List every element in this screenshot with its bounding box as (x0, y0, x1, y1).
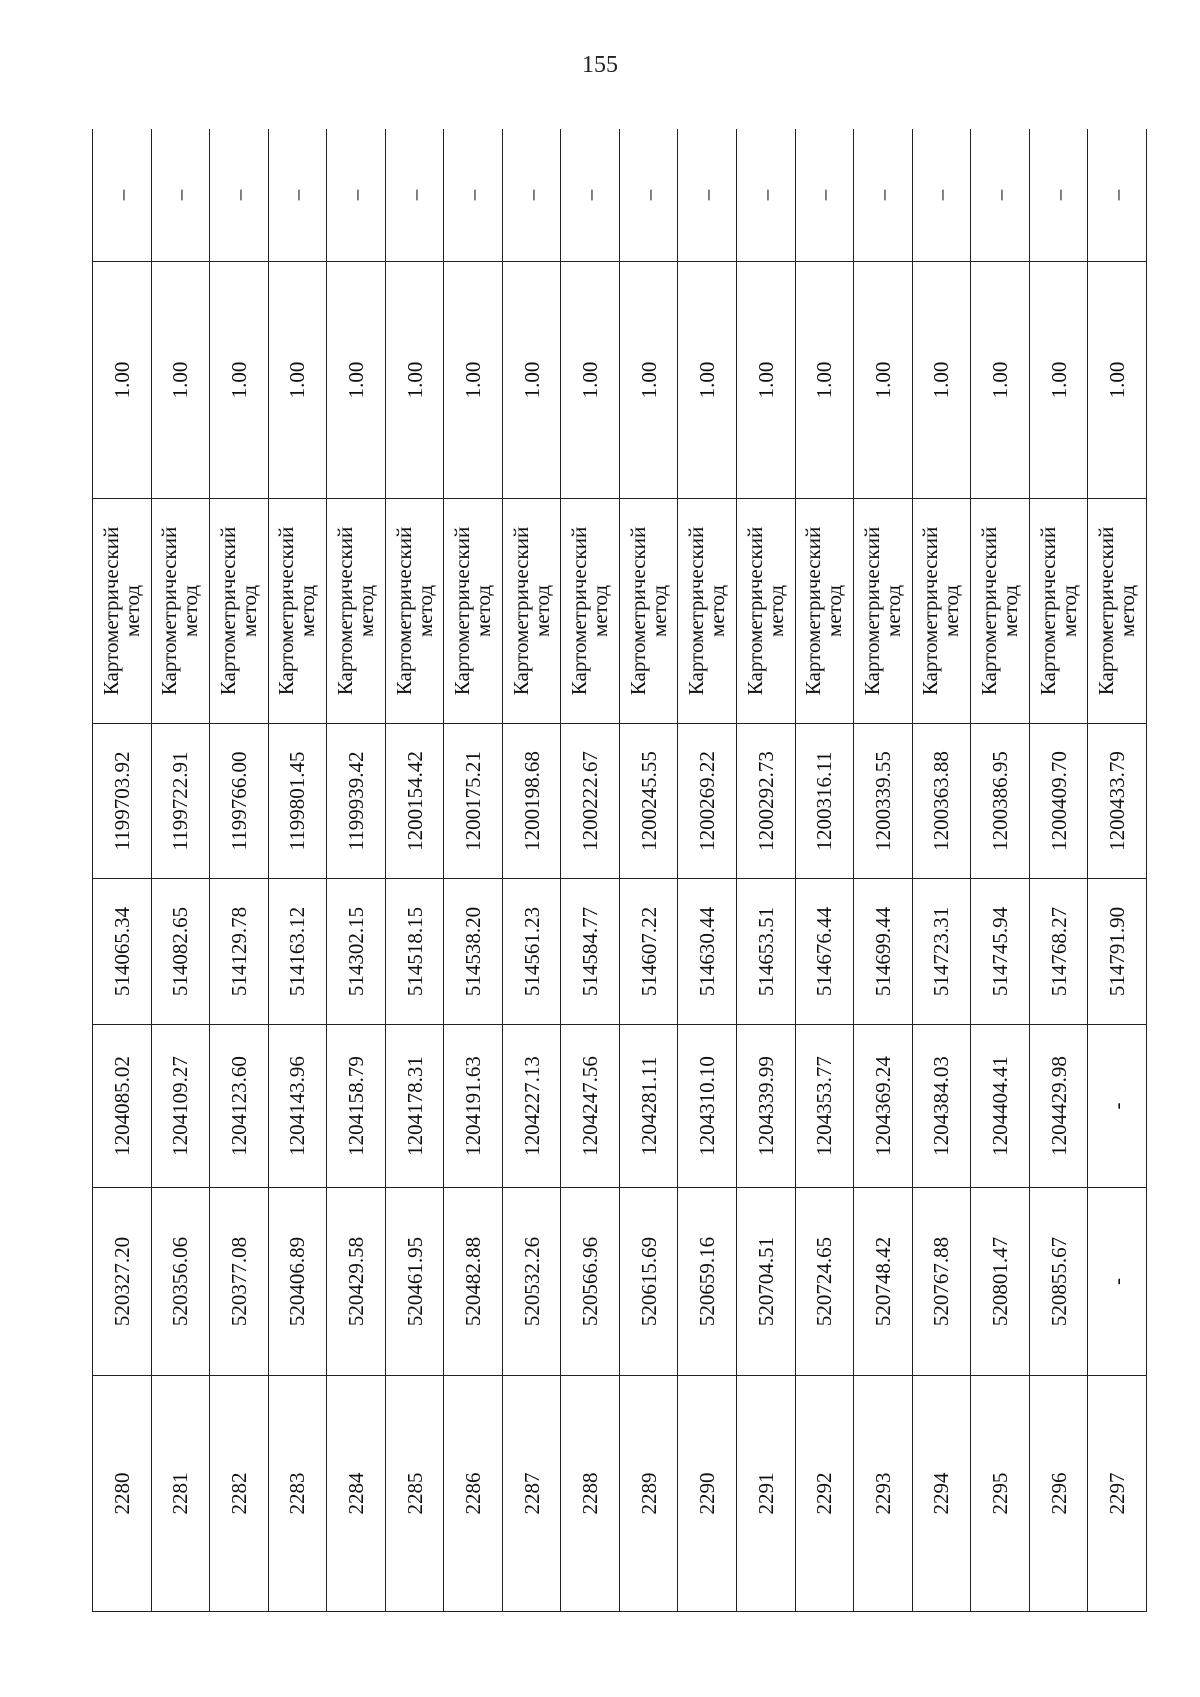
new-y-cell: 1200222.67 (561, 724, 620, 879)
new-y-cell: 1199703.92 (93, 724, 152, 879)
table-row (854, 129, 913, 1612)
page-number: 155 (582, 52, 618, 78)
existing-x-cell: 520327.20 (93, 1188, 152, 1376)
table-row (502, 129, 561, 1612)
description-cell: – (854, 129, 913, 262)
table-body (93, 129, 1147, 1612)
new-y-cell: 1200433.79 (1088, 724, 1147, 879)
existing-y-cell: 1204339.99 (737, 1025, 796, 1188)
accuracy-cell: 1.00 (795, 262, 854, 499)
point-number-cell: 2284 (327, 1376, 386, 1612)
point-number-cell: 2280 (93, 1376, 152, 1612)
description-cell: – (210, 129, 269, 262)
new-x-cell: 514163.12 (268, 879, 327, 1025)
new-x-cell: 514723.31 (912, 879, 971, 1025)
new-x-cell: 514607.22 (619, 879, 678, 1025)
existing-y-cell: 1204310.10 (678, 1025, 737, 1188)
existing-y-cell: 1204178.31 (385, 1025, 444, 1188)
existing-x-cell: 520704.51 (737, 1188, 796, 1376)
existing-x-cell: 520461.95 (385, 1188, 444, 1376)
point-number-cell: 2288 (561, 1376, 620, 1612)
table-row (385, 129, 444, 1612)
accuracy-cell: 1.00 (737, 262, 796, 499)
description-cell: – (151, 129, 210, 262)
point-number-cell: 2285 (385, 1376, 444, 1612)
new-x-cell: 514538.20 (444, 879, 503, 1025)
existing-y-cell: 1204353.77 (795, 1025, 854, 1188)
description-cell: – (385, 129, 444, 262)
coordinates-table-container (92, 129, 1147, 1612)
new-y-cell: 1200363.88 (912, 724, 971, 879)
accuracy-cell: 1.00 (268, 262, 327, 499)
new-x-cell: 514561.23 (502, 879, 561, 1025)
description-cell: – (795, 129, 854, 262)
description-cell: – (1029, 129, 1088, 262)
existing-x-cell: 520767.88 (912, 1188, 971, 1376)
accuracy-cell: 1.00 (1088, 262, 1147, 499)
method-cell: Картометрический метод (385, 499, 444, 724)
description-cell: – (1088, 129, 1147, 262)
point-number-cell: 2292 (795, 1376, 854, 1612)
accuracy-cell: 1.00 (385, 262, 444, 499)
method-cell: Картометрический метод (444, 499, 503, 724)
accuracy-cell: 1.00 (93, 262, 152, 499)
existing-x-cell: 520532.26 (502, 1188, 561, 1376)
method-cell: Картометрический метод (678, 499, 737, 724)
accuracy-cell: 1.00 (444, 262, 503, 499)
description-cell: – (327, 129, 386, 262)
existing-y-cell: 1204404.41 (971, 1025, 1030, 1188)
method-cell: Картометрический метод (151, 499, 210, 724)
method-cell: Картометрический метод (854, 499, 913, 724)
existing-x-cell: 520429.58 (327, 1188, 386, 1376)
description-cell: – (502, 129, 561, 262)
existing-x-cell: 520566.96 (561, 1188, 620, 1376)
existing-x-cell: 520377.08 (210, 1188, 269, 1376)
point-number-cell: 2290 (678, 1376, 737, 1612)
existing-x-cell: 520406.89 (268, 1188, 327, 1376)
existing-x-cell: 520659.16 (678, 1188, 737, 1376)
description-cell: – (971, 129, 1030, 262)
point-number-cell: 2287 (502, 1376, 561, 1612)
table-row (619, 129, 678, 1612)
point-number-cell: 2286 (444, 1376, 503, 1612)
existing-x-cell: 520356.06 (151, 1188, 210, 1376)
method-cell: Картометрический метод (971, 499, 1030, 724)
point-number-cell: 2281 (151, 1376, 210, 1612)
table-row (1088, 129, 1147, 1612)
method-cell: Картометрический метод (93, 499, 152, 724)
new-x-cell: 514518.15 (385, 879, 444, 1025)
new-x-cell: 514302.15 (327, 879, 386, 1025)
accuracy-cell: 1.00 (854, 262, 913, 499)
point-number-cell: 2294 (912, 1376, 971, 1612)
new-y-cell: 1200154.42 (385, 724, 444, 879)
new-y-cell: 1199939.42 (327, 724, 386, 879)
new-y-cell: 1200198.68 (502, 724, 561, 879)
existing-y-cell: 1204369.24 (854, 1025, 913, 1188)
description-cell: – (268, 129, 327, 262)
point-number-cell: 2282 (210, 1376, 269, 1612)
description-cell: – (912, 129, 971, 262)
new-x-cell: 514129.78 (210, 879, 269, 1025)
accuracy-cell: 1.00 (151, 262, 210, 499)
existing-y-cell: 1204109.27 (151, 1025, 210, 1188)
existing-y-cell: 1204085.02 (93, 1025, 152, 1188)
existing-y-cell: 1204143.96 (268, 1025, 327, 1188)
accuracy-cell: 1.00 (327, 262, 386, 499)
existing-y-cell: 1204227.13 (502, 1025, 561, 1188)
accuracy-cell: 1.00 (561, 262, 620, 499)
accuracy-cell: 1.00 (678, 262, 737, 499)
new-y-cell: 1200409.70 (1029, 724, 1088, 879)
new-x-cell: 514082.65 (151, 879, 210, 1025)
table-row (912, 129, 971, 1612)
point-number-cell: 2283 (268, 1376, 327, 1612)
method-cell: Картометрический метод (502, 499, 561, 724)
accuracy-cell: 1.00 (912, 262, 971, 499)
new-y-cell: 1200292.73 (737, 724, 796, 879)
existing-y-cell: 1204281.11 (619, 1025, 678, 1188)
description-cell: – (619, 129, 678, 262)
existing-x-cell: 520855.67 (1029, 1188, 1088, 1376)
table-row (93, 129, 152, 1612)
existing-y-cell: 1204247.56 (561, 1025, 620, 1188)
table-row (971, 129, 1030, 1612)
method-cell: Картометрический метод (210, 499, 269, 724)
new-x-cell: 514653.51 (737, 879, 796, 1025)
existing-x-cell: 520482.88 (444, 1188, 503, 1376)
table-row (678, 129, 737, 1612)
new-y-cell: 1200386.95 (971, 724, 1030, 879)
existing-y-cell: 1204429.98 (1029, 1025, 1088, 1188)
coordinates-table (92, 129, 1147, 1612)
accuracy-cell: 1.00 (971, 262, 1030, 499)
table-row (561, 129, 620, 1612)
method-cell: Картометрический метод (912, 499, 971, 724)
description-cell: – (444, 129, 503, 262)
point-number-cell: 2289 (619, 1376, 678, 1612)
table-row (1029, 129, 1088, 1612)
method-cell: Картометрический метод (1088, 499, 1147, 724)
new-y-cell: 1199801.45 (268, 724, 327, 879)
existing-x-cell: 520615.69 (619, 1188, 678, 1376)
new-y-cell: 1199766.00 (210, 724, 269, 879)
point-number-cell: 2291 (737, 1376, 796, 1612)
point-number-cell: 2296 (1029, 1376, 1088, 1612)
method-cell: Картометрический метод (561, 499, 620, 724)
table-row (151, 129, 210, 1612)
existing-y-cell: 1204384.03 (912, 1025, 971, 1188)
new-y-cell: 1200339.55 (854, 724, 913, 879)
existing-x-cell: 520748.42 (854, 1188, 913, 1376)
description-cell: – (678, 129, 737, 262)
new-x-cell: 514584.77 (561, 879, 620, 1025)
new-x-cell: 514699.44 (854, 879, 913, 1025)
existing-y-cell: - (1088, 1025, 1147, 1188)
point-number-cell: 2297 (1088, 1376, 1147, 1612)
new-y-cell: 1200316.11 (795, 724, 854, 879)
new-x-cell: 514768.27 (1029, 879, 1088, 1025)
new-x-cell: 514791.90 (1088, 879, 1147, 1025)
existing-x-cell: - (1088, 1188, 1147, 1376)
existing-x-cell: 520724.65 (795, 1188, 854, 1376)
accuracy-cell: 1.00 (210, 262, 269, 499)
new-y-cell: 1199722.91 (151, 724, 210, 879)
method-cell: Картометрический метод (795, 499, 854, 724)
new-x-cell: 514745.94 (971, 879, 1030, 1025)
method-cell: Картометрический метод (737, 499, 796, 724)
table-row (737, 129, 796, 1612)
table-row (210, 129, 269, 1612)
method-cell: Картометрический метод (268, 499, 327, 724)
existing-y-cell: 1204191.63 (444, 1025, 503, 1188)
method-cell: Картометрический метод (619, 499, 678, 724)
point-number-cell: 2295 (971, 1376, 1030, 1612)
accuracy-cell: 1.00 (1029, 262, 1088, 499)
new-y-cell: 1200175.21 (444, 724, 503, 879)
existing-y-cell: 1204123.60 (210, 1025, 269, 1188)
new-x-cell: 514630.44 (678, 879, 737, 1025)
new-x-cell: 514065.34 (93, 879, 152, 1025)
existing-x-cell: 520801.47 (971, 1188, 1030, 1376)
description-cell: – (737, 129, 796, 262)
method-cell: Картометрический метод (1029, 499, 1088, 724)
existing-y-cell: 1204158.79 (327, 1025, 386, 1188)
point-number-cell: 2293 (854, 1376, 913, 1612)
table-row (268, 129, 327, 1612)
table-row (795, 129, 854, 1612)
new-y-cell: 1200269.22 (678, 724, 737, 879)
method-cell: Картометрический метод (327, 499, 386, 724)
description-cell: – (93, 129, 152, 262)
new-x-cell: 514676.44 (795, 879, 854, 1025)
table-row (327, 129, 386, 1612)
table-row (444, 129, 503, 1612)
description-cell: – (561, 129, 620, 262)
new-y-cell: 1200245.55 (619, 724, 678, 879)
accuracy-cell: 1.00 (619, 262, 678, 499)
accuracy-cell: 1.00 (502, 262, 561, 499)
